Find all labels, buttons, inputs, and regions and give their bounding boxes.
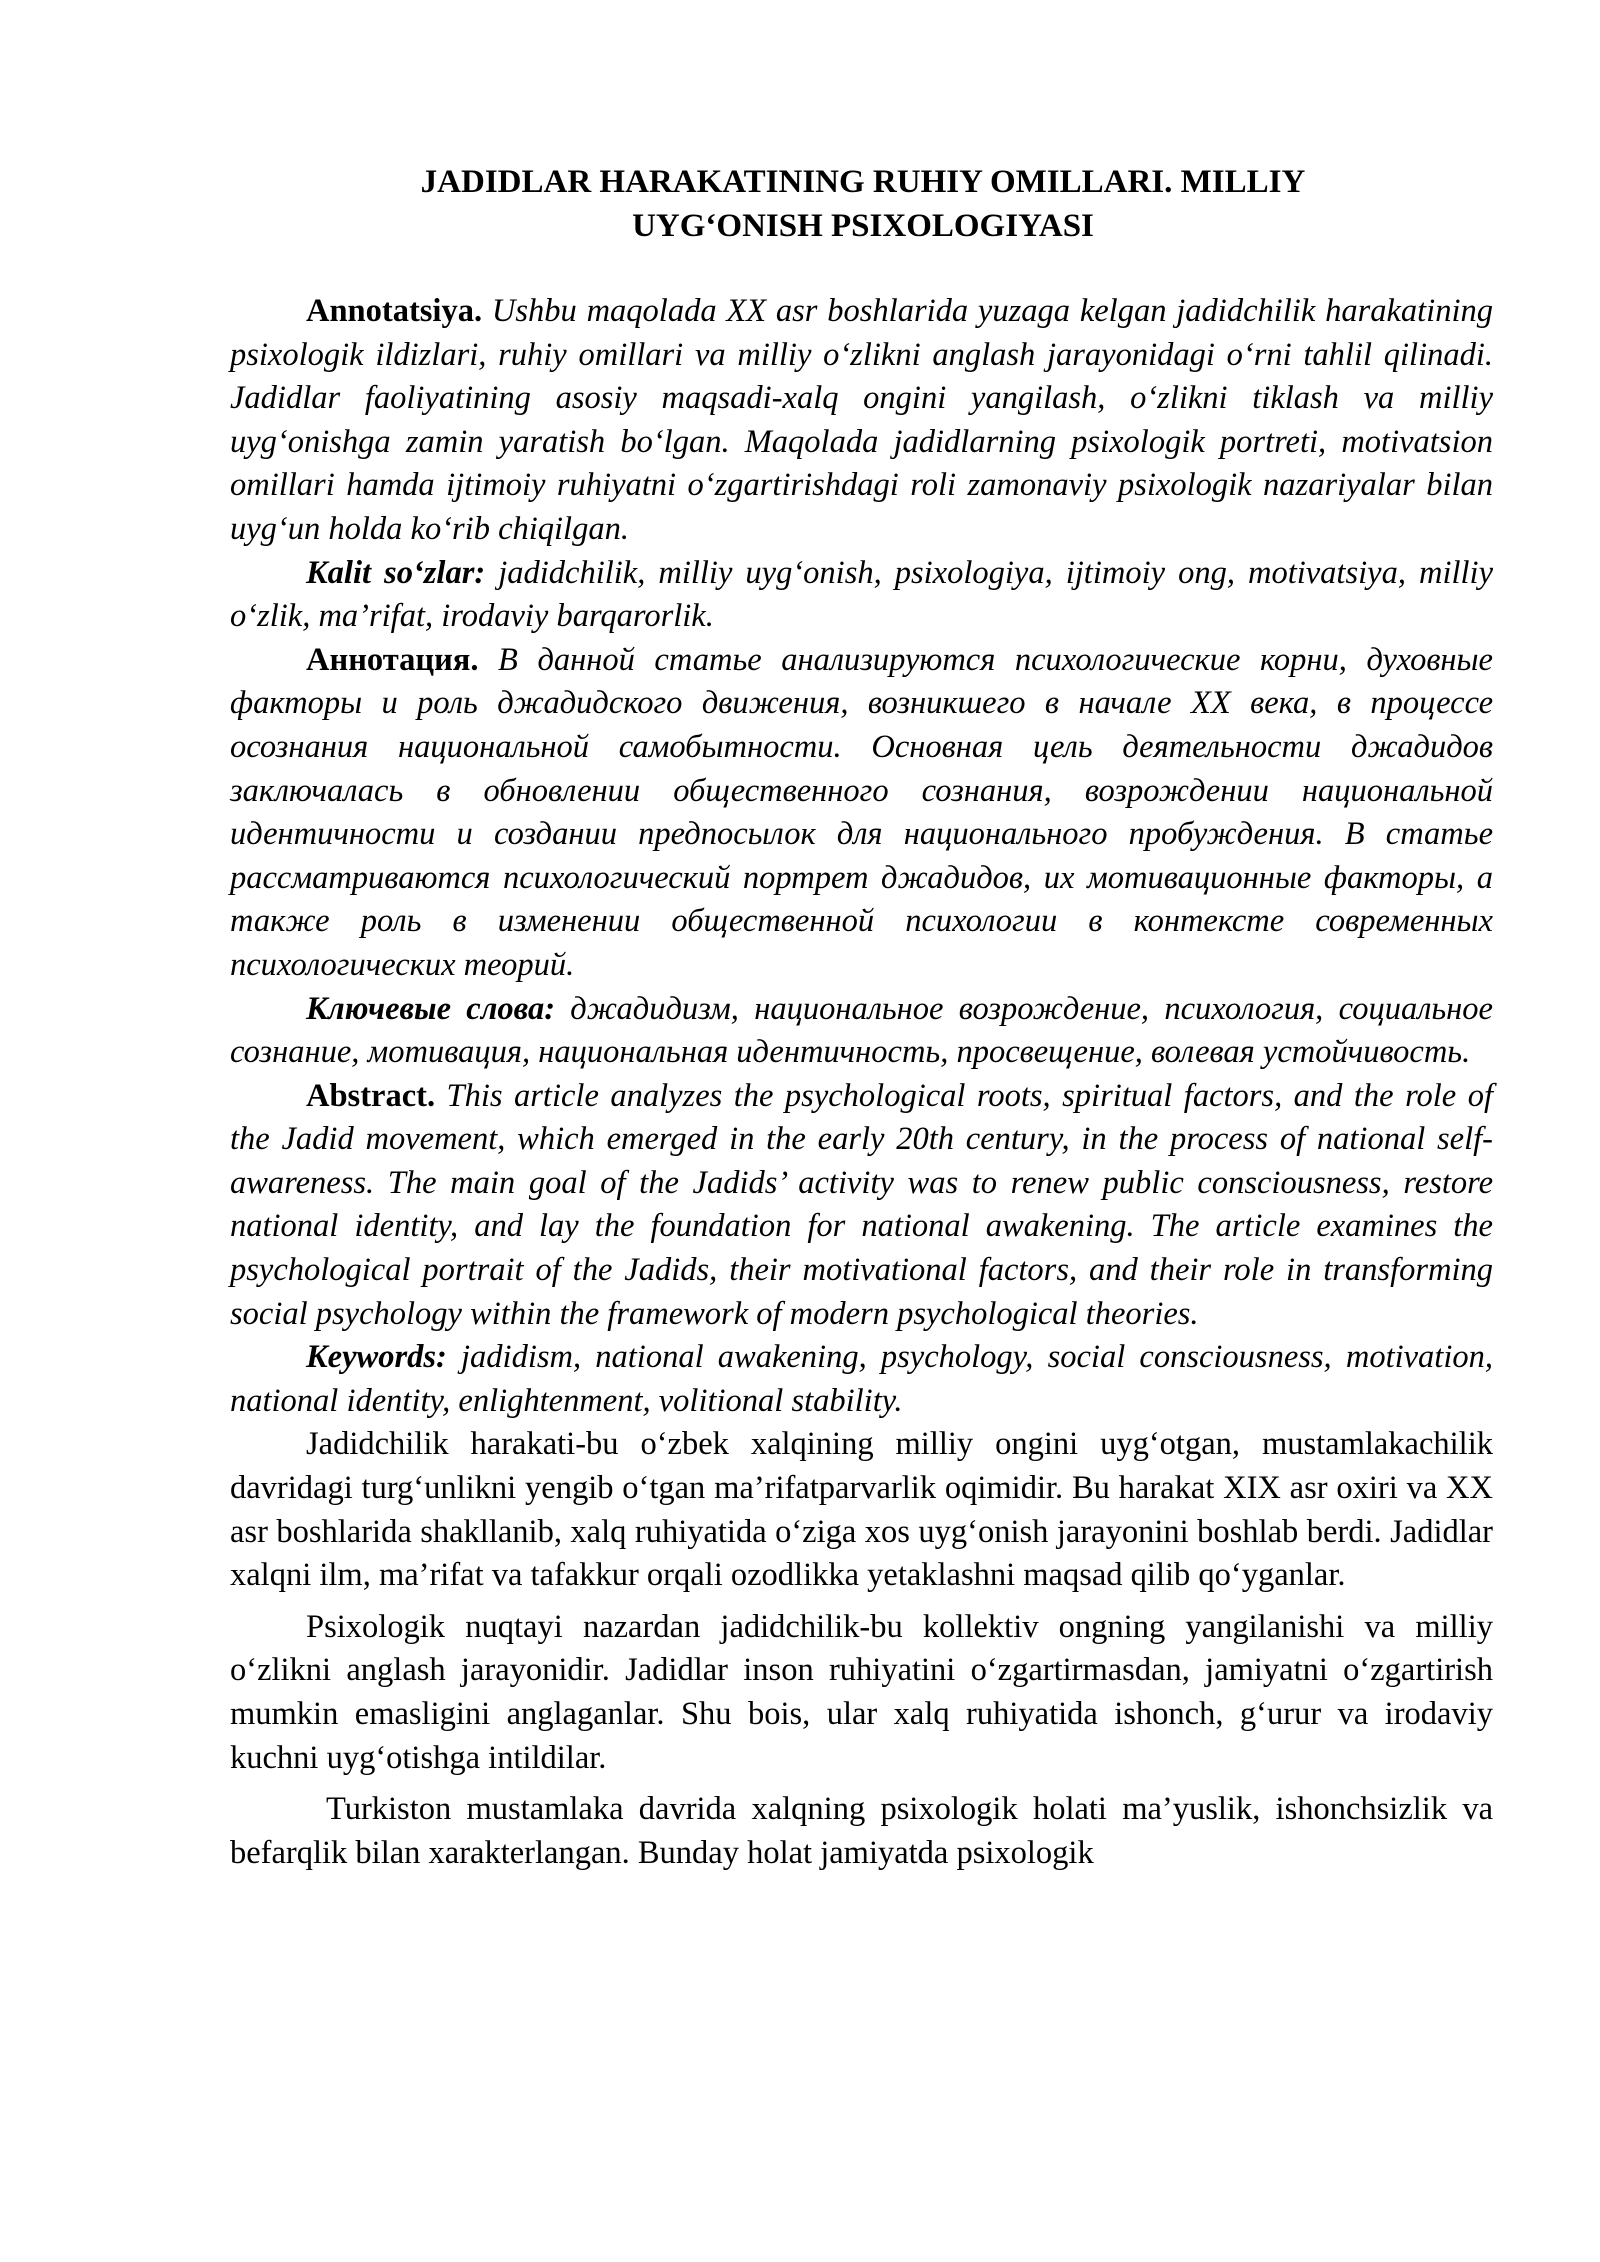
annotation-ru: [230, 639, 1493, 988]
body-paragraph-3: Turkiston mustamlaka davrida xalqning psixologik holati ma’yuslik, ishonchsizlik va befarqlik bilan xarakterlangan. Bunday holat jamiyatda psixologik: [230, 1791, 1493, 1871]
keywords-ru-label: Ключевые слова:: [306, 990, 556, 1027]
abstract-en: [230, 1075, 1493, 1337]
article-title-line-1: JADIDLAR HARAKATINING RUHIY OMILLARI. MILLIY: [420, 164, 1306, 200]
article-title: [228, 160, 1498, 248]
annotation-ru-label: Аннотация.: [306, 641, 479, 678]
annotation-uz: [230, 290, 1493, 552]
keywords-uz-label: Kalit so‘zlar:: [306, 554, 486, 591]
keywords-en-text: jadidism, national awakening, psychology, social consciousness, motivation, national identity, enlightenment, volitional stability.: [230, 1339, 1493, 1419]
abstract-en-text: This article analyzes the psychological roots, spiritual factors, and the role of the Jadid movement, which emerged in the early 20th century, in the process of national self-awareness. The main goal of the Jadids’ activity was to renew public consciousness, restore national identity, and lay the foundation for national awakening. The article examines the psychological portrait of the Jadids, their motivational factors, and their role in transforming social psychology within the framework of modern psychological theories.: [230, 1077, 1493, 1332]
keywords-uz-text: jadidchilik, milliy uyg‘onish, psixologiya, ijtimoiy ong, motivatsiya, milliy o‘zlik, ma’rifat, irodaviy barqarorlik.: [230, 554, 1493, 635]
keywords-en: [230, 1336, 1493, 1423]
annotation-uz-label: Annotatsiya.: [306, 293, 483, 329]
keywords-en-label: Keywords:: [306, 1339, 447, 1376]
keywords-ru: [230, 988, 1493, 1075]
keywords-uz: [230, 552, 1493, 639]
abstract-en-label: Abstract.: [306, 1077, 436, 1114]
annotation-uz-text: Ushbu maqolada XX asr boshlarida yuzaga kelgan jadidchilik harakatining psixologik ildizlari, ruhiy omillari va milliy o‘zlikni anglash jarayonidagi o‘rni tahlil qilinadi. Jadidlar faoliyatining asosiy maqsadi-xalq ongini yangilash, o‘zlikni tiklash va milliy uyg‘onishga zamin yaratish bo‘lgan. Maqolada jadidlarning psixologik portreti, motivatsion omillari hamda ijtimoiy ruhiyatni o‘zgartirishdagi roli zamonaviy psixologik nazariyalar bilan uyg‘un holda ko‘rib chiqilgan.: [230, 293, 1493, 547]
keywords-ru-text: джадидизм, национальное возрождение, психология, социальное сознание, мотивация, национальная идентичность, просвещение, волевая устойчивость.: [230, 990, 1493, 1071]
body-paragraph-1: Jadidchilik harakati-bu o‘zbek xalqining milliy ongini uyg‘otgan, mustamlakachilik davridagi turg‘unlikni yengib o‘tgan ma’rifatparvarlik oqimidir. Bu harakat XIX asr oxiri va XX asr boshlarida shakllanib, xalq ruhiyatida o‘ziga xos uyg‘onish jarayonini boshlab berdi. Jadidlar xalqni ilm, ma’rifat va tafakkur orqali ozodlikka yetaklashni maqsad qilib qo‘yganlar.: [230, 1426, 1493, 1594]
annotation-ru-text: В данной статье анализируются психологические корни, духовные факторы и роль джадидского движения, возникшего в начале XX века, в процессе осознания национальной самобытности. Основная цель деятельности джадидов заключалась в обновлении общественного сознания, возрождении национальной идентичности и создании предпосылок для национального пробуждения. В статье рассматриваются психологический портрет джадидов, их мотивационные факторы, а также роль в изменении общественной психологии в контексте современных психологических теорий.: [230, 641, 1493, 983]
article-body: [230, 290, 1493, 1875]
article-title-line-2: UYG‘ONISH PSIXOLOGIYASI: [632, 208, 1094, 244]
body-paragraph-2: Psixologik nuqtayi nazardan jadidchilik-bu kollektiv ongning yangilanishi va milliy o‘zlikni anglash jarayonidir. Jadidlar inson ruhiyatini o‘zgartirmasdan, jamiyatni o‘zgartirish mumkin emasligini anglaganlar. Shu bois, ular xalq ruhiyatida ishonch, g‘urur va irodaviy kuchni uyg‘otishga intildilar.: [230, 1608, 1493, 1776]
